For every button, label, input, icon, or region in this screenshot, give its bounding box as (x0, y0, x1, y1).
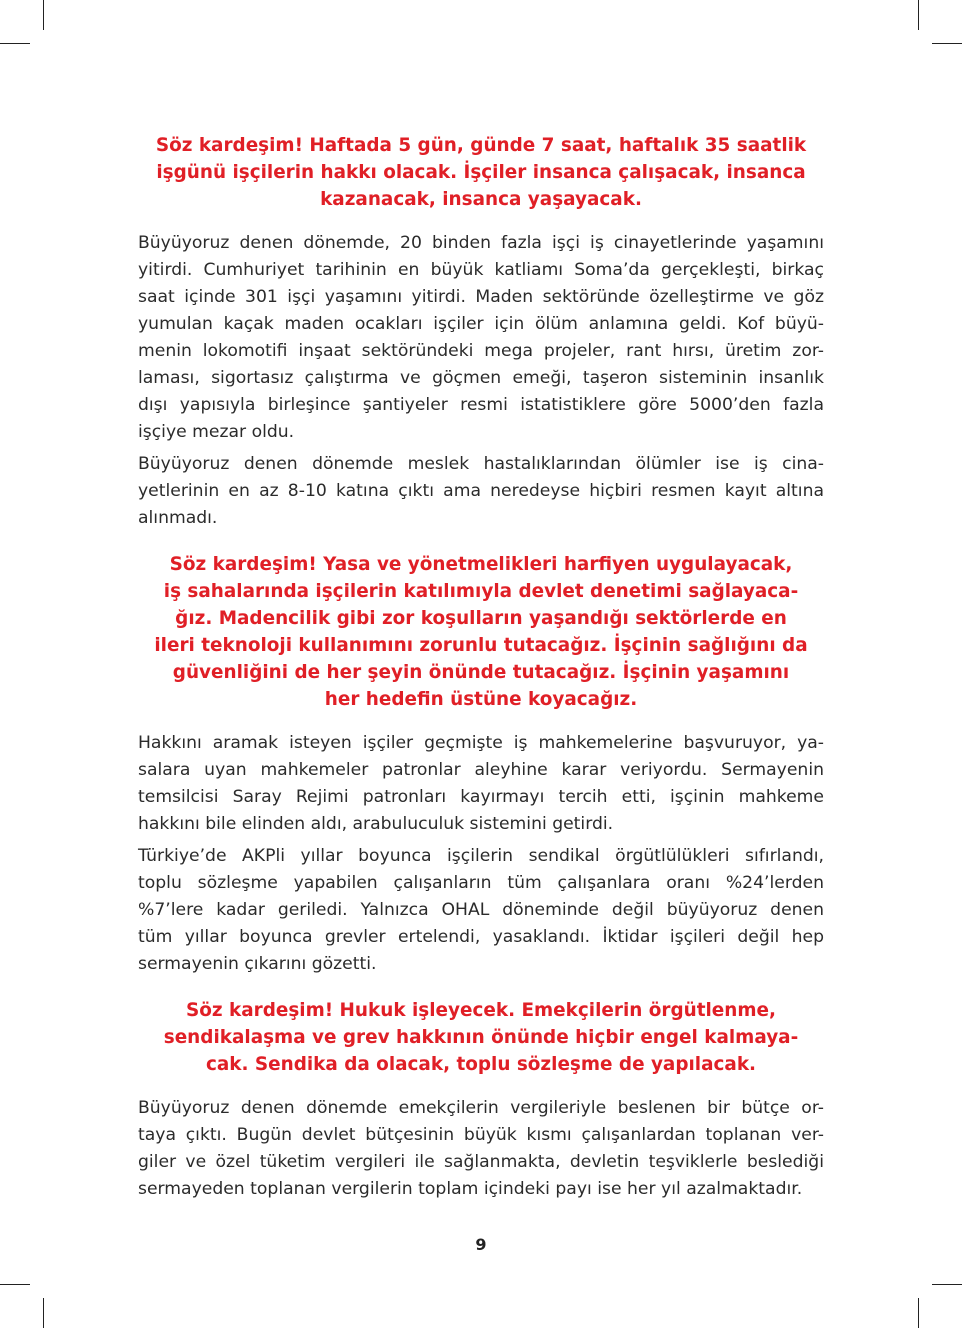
paragraph-line: yumulan kaçak maden ocakları işçiler için ölüm anlamına geldi. Kof büyü- (138, 314, 824, 334)
paragraph-occupational-disease (138, 451, 824, 532)
paragraph-line: yitirdi. Cumhuriyet tarihinin en büyük katliamı Soma’da gerçekleşti, birkaç (138, 260, 824, 280)
page-content (138, 132, 824, 1203)
pledge-line: Söz kardeşim! Haftada 5 gün, günde 7 saat, haftalık 35 saatlik (155, 135, 807, 156)
crop-mark-top-right-horizontal (932, 43, 962, 44)
pledge-line: kazanacak, insanca yaşayacak. (320, 189, 642, 210)
paragraph-line: laması, sigortasız çalıştırma ve göçmen emeği, taşeron sisteminin insanlık (138, 368, 824, 388)
pledge-line: cak. Sendika da olacak, toplu sözleşme de yapılacak. (205, 1054, 757, 1075)
paragraph-line: %7’lere kadar geriledi. Yalnızca OHAL döneminde değil büyüyoruz denen (138, 900, 824, 920)
crop-mark-top-right-vertical (918, 0, 919, 30)
paragraph-line: Büyüyoruz denen dönemde meslek hastalıklarından ölümler ise iş cina- (138, 454, 824, 474)
paragraph-budget (138, 1095, 824, 1203)
paragraph-line: toplu sözleşme yapabilen çalışanların tüm çalışanlara oranı %24’lerden (138, 873, 824, 893)
crop-mark-bottom-right-vertical (918, 1298, 919, 1328)
pledge-safety (138, 551, 824, 713)
paragraph-line: sermayenin çıkarını gözetti. (138, 954, 377, 974)
pledge-line: sendikalaşma ve grev hakkının önünde hiçbir engel kalmaya- (163, 1027, 799, 1048)
crop-mark-bottom-right-horizontal (932, 1284, 962, 1285)
crop-mark-bottom-left-vertical (43, 1298, 44, 1328)
pledge-working-hours (138, 132, 824, 213)
paragraph-work-murders (138, 230, 824, 446)
crop-mark-bottom-left-horizontal (0, 1284, 30, 1285)
crop-mark-top-left-horizontal (0, 43, 30, 44)
paragraph-line: dışı yapısıyla birleşince şantiyeler resmi istatistiklere göre 5000’den fazla (138, 395, 824, 415)
paragraph-line: giler ve özel tüketim vergileri ile sağlanmakta, devletin teşviklerle beslediği (138, 1152, 824, 1172)
paragraph-line: Büyüyoruz denen dönemde emekçilerin vergileriyle beslenen bir bütçe or- (138, 1098, 824, 1118)
paragraph-line: Büyüyoruz denen dönemde, 20 binden fazla işçi iş cinayetlerinde yaşamını (138, 233, 824, 253)
paragraph-line: işçiye mezar oldu. (138, 422, 295, 442)
pledge-union-rights (138, 997, 824, 1078)
paragraph-line: hakkını bile elinden aldı, arabuluculuk sistemini getirdi. (138, 814, 614, 834)
pledge-line: güvenliğini de her şeyin önünde tutacağız. İşçinin yaşamını (172, 662, 790, 683)
paragraph-line: alınmadı. (138, 508, 218, 528)
paragraph-labor-courts (138, 730, 824, 838)
paragraph-line: salara uyan mahkemeler patronlar aleyhine karar veriyordu. Sermayenin (138, 760, 824, 780)
paragraph-line: taya çıktı. Bugün devlet bütçesinin büyük kısmı çalışanlardan toplanan ver- (138, 1125, 824, 1145)
page-number: 9 (475, 1235, 487, 1254)
paragraph-line: Türkiye’de AKPli yıllar boyunca işçilerin sendikal örgütlülükleri sıfırlandı, (138, 846, 824, 866)
pledge-line: işgünü işçilerin hakkı olacak. İşçiler insanca çalışacak, insanca (156, 162, 806, 183)
pledge-line: Söz kardeşim! Hukuk işleyecek. Emekçilerin örgütlenme, (186, 1000, 776, 1021)
paragraph-line: temsilcisi Saray Rejimi patronları kayırmayı tercih etti, işçinin mahkeme (138, 787, 824, 807)
paragraph-line: sermayeden toplanan vergilerin toplam içindeki payı ise her yıl azalmaktadır. (138, 1179, 803, 1199)
paragraph-line: Hakkını aramak isteyen işçiler geçmişte iş mahkemelerine başvuruyor, ya- (138, 733, 824, 753)
pledge-line: Söz kardeşim! Yasa ve yönetmelikleri harfiyen uygulayacak, (169, 554, 793, 575)
pledge-line: ileri teknoloji kullanımını zorunlu tutacağız. İşçinin sağlığını da (154, 635, 808, 656)
crop-mark-top-left-vertical (43, 0, 44, 30)
paragraph-line: saat içinde 301 işçi yaşamını yitirdi. Maden sektöründe özelleştirme ve göz (138, 287, 824, 307)
pledge-line: her hedefin üstüne koyacağız. (324, 689, 638, 710)
paragraph-line: menin lokomotifi inşaat sektöründeki mega projeler, rant hırsı, üretim zor- (138, 341, 824, 361)
paragraph-line: tüm yıllar boyunca grevler ertelendi, yasaklandı. İktidar işçileri değil hep (138, 927, 824, 947)
paragraph-unions (138, 843, 824, 978)
paragraph-line: yetlerinin en az 8-10 katına çıktı ama neredeyse hiçbiri resmen kayıt altına (138, 481, 824, 501)
pledge-line: iş sahalarında işçilerin katılımıyla devlet denetimi sağlayaca- (163, 581, 799, 602)
pledge-line: ğız. Madencilik gibi zor koşulların yaşandığı sektörlerde en (175, 608, 787, 629)
